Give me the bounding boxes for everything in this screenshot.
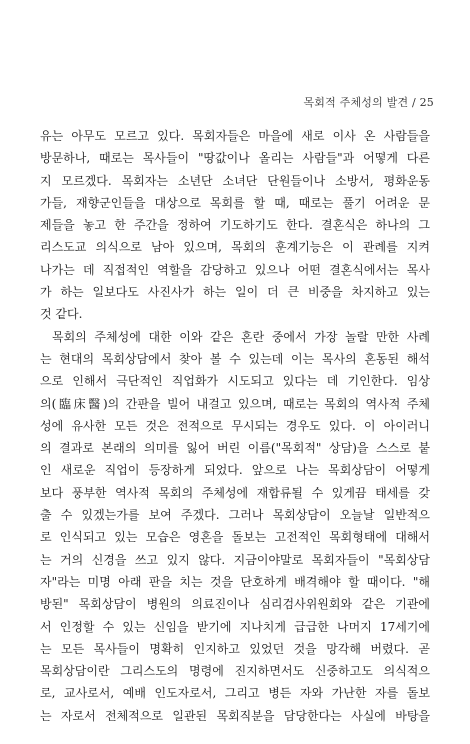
text-line: 로, 교사로서, 예배 인도자로서, 그리고 병든 자와 가난한 자를 돌보	[40, 686, 430, 701]
text-line: 는 거의 신경을 쓰고 있지 않다. 지금이야말로 목회자들이 "목회상담	[40, 552, 430, 567]
text-line: 목회상담이란 그리스도의 명령에 진지하면서도 신중하고도 의식적으	[40, 664, 430, 679]
text-line: 지 모르겠다. 목회자는 소년단 소녀단 단원들이나 소방서, 평화운동	[40, 173, 430, 188]
paragraph-1	[40, 125, 430, 326]
text-line: 성에 유사한 모든 것은 전적으로 무시되는 경우도 있다. 이 아이러니	[40, 418, 430, 433]
text-line: 유는 아무도 모르고 있다. 목회자들은 마을에 새로 이사 온 사람들을	[40, 129, 430, 143]
text-line: 자"라는 미명 아래 판을 치는 것을 단호하게 배격해야 할 때이다. "해	[40, 574, 430, 589]
text-line: 는 자로서 전체적으로 일관된 목회직분을 담당한다는 사실에 바탕을	[40, 708, 430, 723]
text-line: 는 모든 목사들이 명확히 인지하고 있었던 것을 망각해 버렸다. 곧	[40, 641, 430, 656]
text-line: 목회의 주체성에 대한 이와 같은 혼란 중에서 가장 놀랄 만한 사례	[52, 329, 430, 344]
text-line: 으로 인해서 극단적인 직업화가 시도되고 있다는 데 기인한다. 임상	[40, 374, 430, 389]
text-line: 방문하나, 때로는 목사들이 "땅값이나 올리는 사람들"과 어떻게 다른	[40, 151, 430, 166]
text-line: 인 새로운 직업이 등장하게 되었다. 앞으로 나는 목회상담이 어떻게	[40, 463, 430, 478]
text-line: 리스도교 의식으로 남아 있으며, 목회의 훈계기능은 이 관례를 지켜	[40, 240, 430, 255]
paragraph-2	[40, 326, 430, 727]
text-line: 방된" 목회상담이 병원의 의료진이나 심리검사위원회와 같은 기관에	[40, 597, 430, 612]
text-line: 의 결과로 본래의 의미를 잃어 버린 이름("목회적" 상담)을 스스로 붙	[40, 441, 430, 456]
text-line: 의(臨床醫)의 간판을 빌어 내걸고 있으며, 때로는 목회의 역사적 주체	[40, 396, 430, 411]
text-line: 나가는 데 직접적인 역할을 감당하고 있으나 어떤 결혼식에서는 목사	[40, 262, 430, 277]
text-line: 출 수 있겠는가를 보여 주겠다. 그러나 목회상담이 오늘날 일반적으	[40, 508, 430, 523]
text-line: 것 같다.	[40, 307, 83, 322]
text-line: 보다 풍부한 역사적 목회의 주체성에 재합류될 수 있게끔 태세를 갖	[40, 485, 430, 500]
text-line: 서 인정할 수 있는 신임을 받기에 지나치게 급급한 나머지 17세기에	[40, 619, 430, 634]
text-line: 가 하는 일보다도 사진사가 하는 일이 더 큰 비중을 차지하고 있는	[40, 285, 430, 300]
text-line: 제들을 놓고 한 주간을 정하여 기도하기도 한다. 결혼식은 하나의 그	[40, 218, 430, 233]
text-line: 는 현대의 목회상담에서 찾아 볼 수 있는데 이는 목사의 혼동된 해석	[40, 351, 430, 366]
text-line: 로 인식되고 있는 모습은 영혼을 돌보는 고전적인 목회형태에 대해서	[40, 530, 430, 545]
body-text	[40, 125, 430, 727]
text-line: 가들, 재향군인들을 대상으로 목회를 할 때, 때로는 풀기 어려운 문	[40, 195, 430, 210]
running-header: 목회적 주체성의 발견 / 25	[303, 96, 434, 109]
